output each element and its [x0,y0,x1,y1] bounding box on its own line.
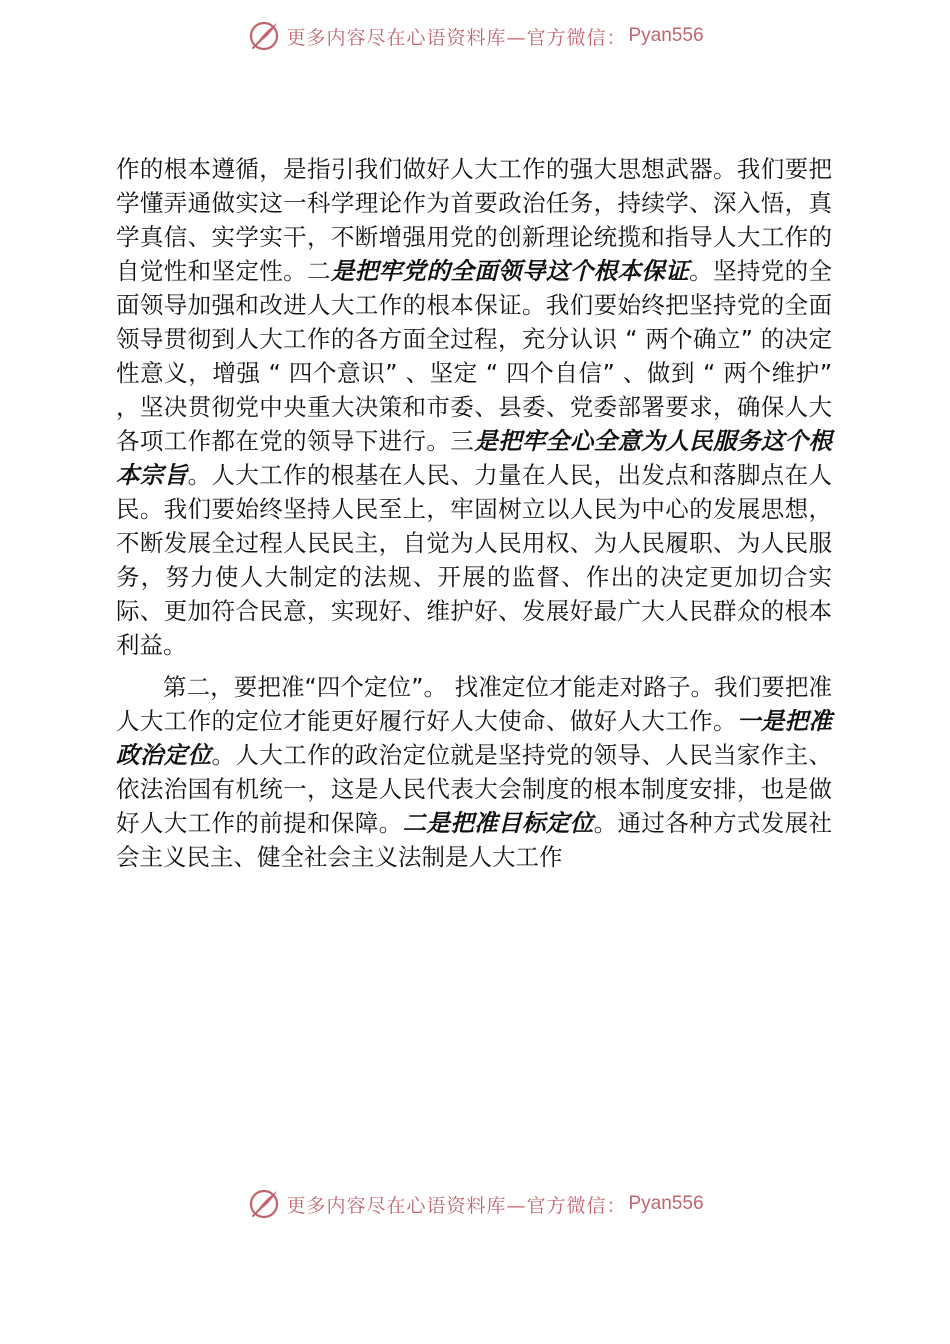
watermark-id: Pyan556 [628,1193,704,1214]
emphasis-text: 是把牢全心全意为人民服务这个根本宗旨 [116,427,833,489]
watermark-footer [0,1182,950,1226]
paragraph-text: 。人大工作的根基在人民、力量在人民，出发点和落脚点在人民。我们要始终坚持人民至上，牢固树立以人民为中心的发展思想，不断发展全过程人民民主，自觉为人民用权、为人民履职、为人民服务，努力使人大制定的法规、开展的监督、作出的决定更加切合实际、更加符合民意，实现好、维护好、发展好最广大人民群众的根本利益。 [116,461,833,659]
watermark-header [0,14,950,58]
quill-pen-logo-icon [246,18,282,54]
paragraph-text: 。坚持党的全面领导加强和改进人大工作的根本保证。我们要始终把坚持党的全面领导贯彻到人大工作的各方面全过程，充分认识 “ 两个确立” 的决定性意义，增强 “ 四个意识” 、坚定 “ 四个自信” 、做到 “ 两个维护” ，坚决贯彻党中央重大决策和市委、县委、党委部署要求，确保人大各项工作都在党的领导下进行。三 [116,257,833,455]
document-body [116,152,832,874]
emphasis-text: 是把牢党的全面领导这个根本保证 [330,257,690,285]
watermark-text: 更多内容尽在心语资料库—官方微信： [286,26,627,49]
body-paragraph [116,152,832,662]
emphasis-text: 二是把准目标定位 [402,809,594,837]
body-paragraph [116,670,832,874]
emphasis-text: 一是把准政治定位 [116,707,833,769]
paragraph-text: 第二，要把准“四个定位”。 找准定位才能走对路子。我们要把准人大工作的定位才能更好履行好人大使命、做好人大工作。 [116,673,832,735]
paragraph-text: 作的根本遵循，是指引我们做好人大工作的强大思想武器。我们要把学懂弄通做实这一科学理论作为首要政治任务，持续学、深入悟，真学真信、实学实干，不断增强用党的创新理论统揽和指导人大工作的自觉性和坚定性。二 [116,155,832,285]
watermark-text: 更多内容尽在心语资料库—官方微信： [286,1194,627,1217]
watermark-id: Pyan556 [628,25,704,46]
quill-pen-logo-icon [246,1186,282,1222]
paragraph-text: 。人大工作的政治定位就是坚持党的领导、人民当家作主、依法治国有机统一，这是人民代表大会制度的根本制度安排，也是做好人大工作的前提和保障。 [116,741,833,837]
paragraph-text: 。通过各种方式发展社会主义民主、健全社会主义法制是人大工作 [116,809,833,871]
